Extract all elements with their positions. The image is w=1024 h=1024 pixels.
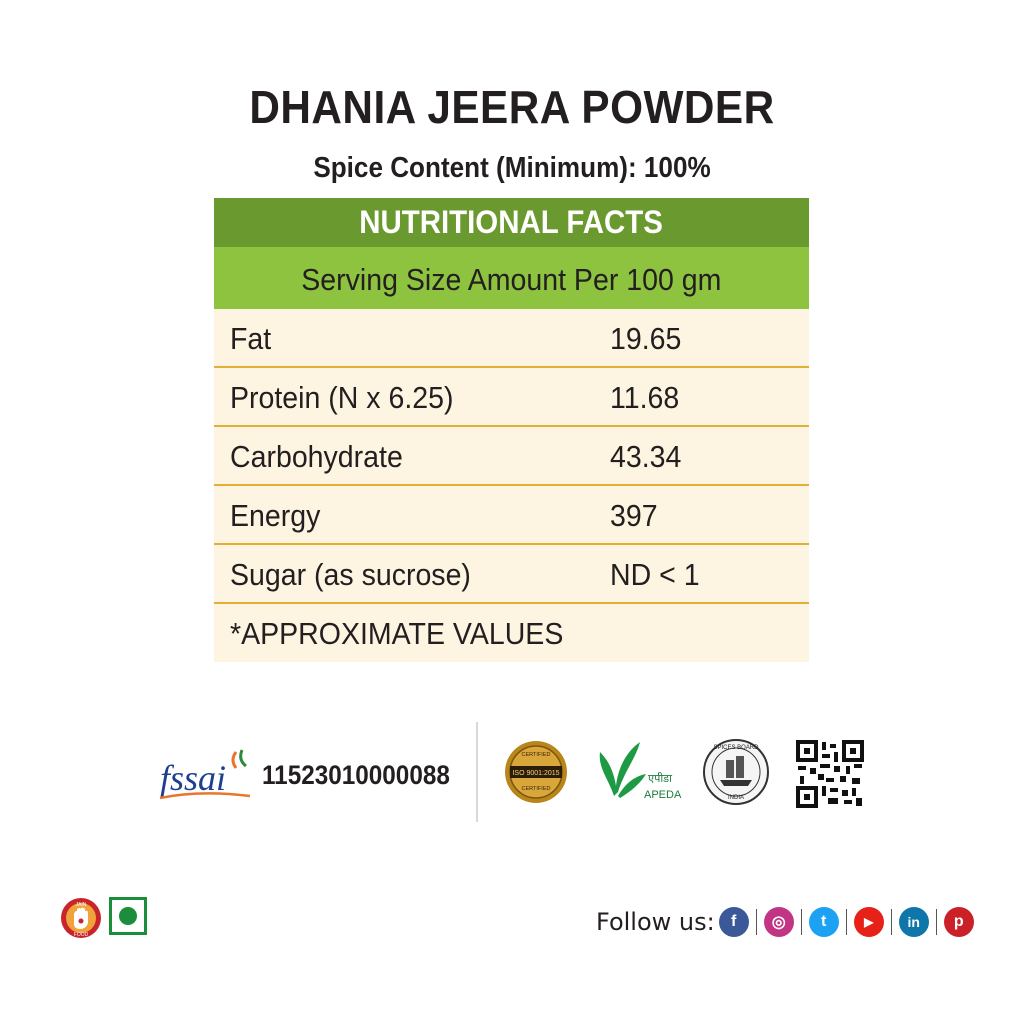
iso-9001-seal-icon [504,740,568,804]
apeda-logo-icon [596,738,682,804]
svg-text:fssai: fssai [160,758,227,798]
nutrient-value: 11.68 [610,380,680,415]
qr-code-icon[interactable] [796,740,864,808]
spice-content: Spice Content (Minimum): 100% [313,152,711,184]
divider [756,909,757,935]
table-row [214,486,809,545]
table-row [214,309,809,368]
svg-text:CERTIFIED: CERTIFIED [521,752,551,758]
linkedin-icon[interactable]: in [899,907,929,937]
svg-text:SPICES BOARD: SPICES BOARD [713,745,759,751]
nutrient-value: 43.34 [610,439,682,474]
spices-board-seal-icon [702,738,770,806]
product-title: DHANIA JEERA POWDER [249,81,775,133]
svg-text:एपीडा: एपीडा [648,772,672,785]
serving-size: Serving Size Amount Per 100 gm [214,247,809,309]
svg-text:ISO 9001:2015: ISO 9001:2015 [512,770,560,777]
fssai-license-number: 11523010000088 [262,760,450,790]
follow-us-label: Follow us: [596,908,715,936]
divider [801,909,802,935]
divider [891,909,892,935]
instagram-icon[interactable]: ◎ [764,907,794,937]
social-follow [596,902,974,942]
svg-text:CERTIFIED: CERTIFIED [521,786,551,792]
table-row [214,545,809,604]
nutrient-label: Protein (N x 6.25) [230,380,454,415]
nutrient-label: Sugar (as sucrose) [230,557,471,592]
svg-text:APEDA: APEDA [644,789,682,801]
vegetarian-mark-icon [109,897,147,935]
nutrient-label: Fat [230,321,272,356]
facebook-icon[interactable]: f [719,907,749,937]
svg-text:INDIA: INDIA [727,795,745,801]
divider [936,909,937,935]
youtube-icon[interactable]: ▶ [854,907,884,937]
nutrient-label: Energy [230,498,321,533]
twitter-icon[interactable]: t [809,907,839,937]
table-row [214,368,809,427]
jain-food-icon [60,897,102,939]
certifications-row [0,720,1024,830]
nutrient-value: 397 [610,498,658,533]
nutrition-header: NUTRITIONAL FACTS [214,198,809,247]
fssai-logo-icon [158,748,254,804]
divider [846,909,847,935]
approximate-values-note: *APPROXIMATE VALUES [214,604,809,662]
nutrient-value: ND < 1 [610,557,700,592]
table-row [214,427,809,486]
nutrient-label: Carbohydrate [230,439,403,474]
pinterest-icon[interactable]: p [944,907,974,937]
nutrient-value: 19.65 [610,321,682,356]
divider [476,722,478,822]
svg-text:JAIN: JAIN [75,902,87,908]
nutrition-table [214,198,809,662]
svg-text:FOOD: FOOD [73,932,89,938]
